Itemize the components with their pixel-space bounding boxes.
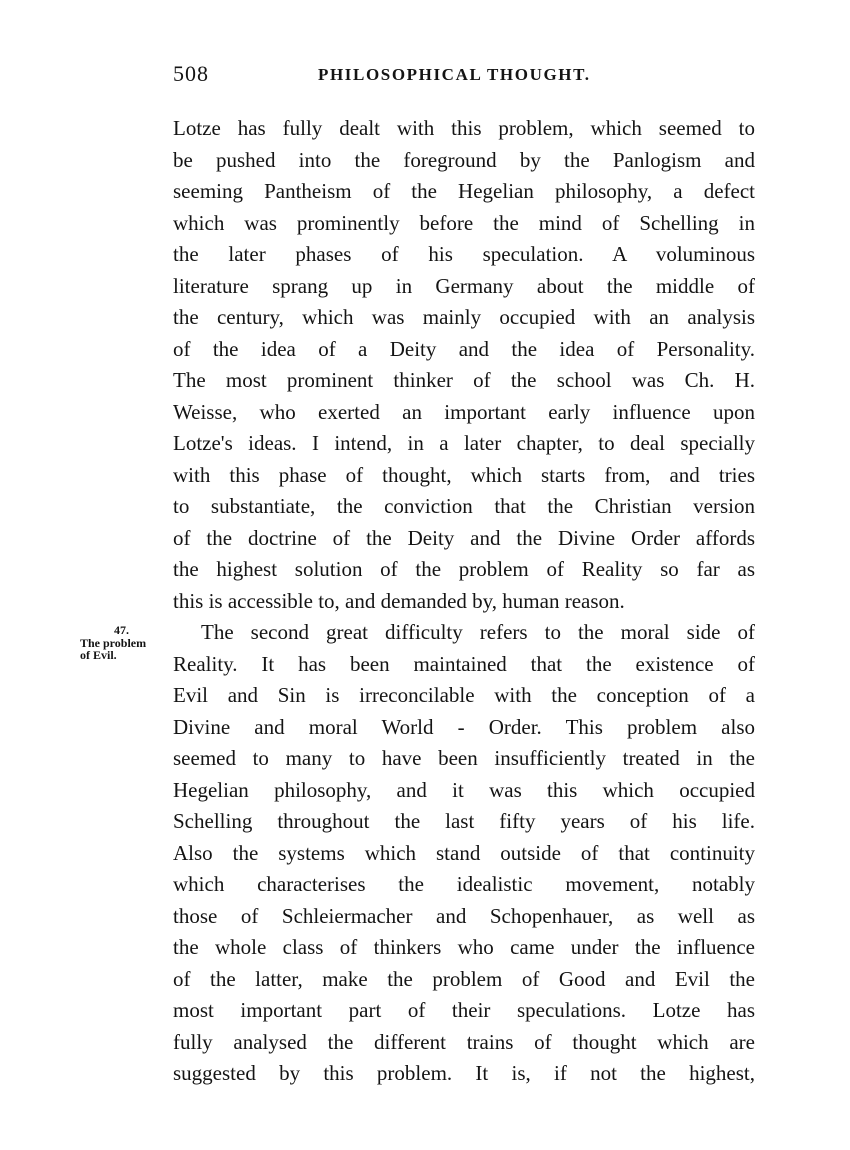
body-line: seemed to many to have been insufficiently treated in the	[173, 746, 755, 770]
body-line: which was prominently before the mind of Schelling in	[173, 210, 755, 235]
body-line: of the idea of a Deity and the idea of Personality.	[173, 336, 755, 361]
body-line: suggested by this problem. It is, if not the highest,	[173, 1061, 755, 1085]
body-line: the century, which was mainly occupied with an analysis	[173, 305, 755, 329]
body-line: Hegelian philosophy, and it was this which occupied	[173, 777, 755, 802]
margin-note-number: 47.	[114, 623, 129, 637]
body-line: Also the systems which stand outside of that continuity	[173, 840, 755, 865]
body-line: which characterises the idealistic movement, notably	[173, 872, 755, 896]
margin-note	[80, 624, 160, 661]
margin-note-title-line-2: of Evil.	[80, 648, 117, 662]
body-line: fully analysed the different trains of thought which are	[173, 1029, 755, 1054]
body-line: Lotze has fully dealt with this problem, which seemed to	[173, 116, 755, 140]
body-line: the whole class of thinkers who came under the influence	[173, 935, 755, 959]
body-line: seeming Pantheism of the Hegelian philosophy, a defect	[173, 179, 755, 203]
page-number: 508	[173, 61, 209, 86]
body-line: Reality. It has been maintained that the existence of	[173, 651, 755, 676]
body-line: The second great difficulty refers to the moral side of	[201, 620, 755, 644]
body-line: the later phases of his speculation. A voluminous	[173, 242, 755, 266]
body-text	[173, 113, 755, 1090]
body-line: Lotze's ideas. I intend, in a later chapter, to deal specially	[173, 431, 755, 455]
body-line: Evil and Sin is irreconcilable with the conception of a	[173, 683, 755, 707]
body-line: with this phase of thought, which starts from, and tries	[173, 462, 755, 487]
margin-note-title-line-1: The problem	[80, 636, 147, 650]
body-line: Schelling throughout the last fifty years of his life.	[173, 809, 755, 833]
body-line: Weisse, who exerted an important early influence upon	[173, 399, 755, 424]
body-line: most important part of their speculations. Lotze has	[173, 998, 755, 1022]
body-line: the highest solution of the problem of Reality so far as	[173, 557, 755, 581]
body-line: those of Schleiermacher and Schopenhauer, as well as	[173, 903, 755, 928]
body-line: literature sprang up in Germany about the middle of	[173, 273, 755, 298]
body-line: of the doctrine of the Deity and the Divine Order affords	[173, 525, 755, 550]
body-line: to substantiate, the conviction that the Christian version	[173, 494, 755, 518]
running-head: PHILOSOPHICAL THOUGHT.	[318, 65, 591, 84]
body-line: The most prominent thinker of the school was Ch. H.	[173, 368, 755, 392]
body-line: be pushed into the foreground by the Panlogism and	[173, 147, 755, 172]
body-line: of the latter, make the problem of Good and Evil the	[173, 966, 755, 991]
body-line: Divine and moral World - Order. This problem also	[173, 714, 755, 739]
body-line: this is accessible to, and demanded by, human reason.	[173, 588, 625, 613]
